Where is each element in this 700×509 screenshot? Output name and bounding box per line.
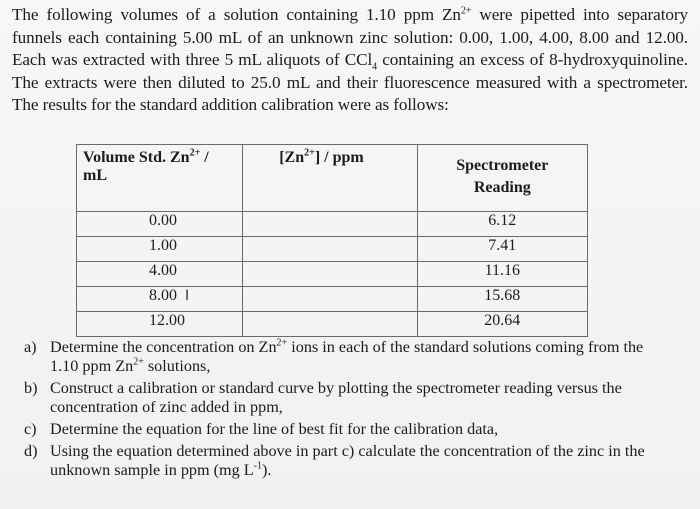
table-row <box>77 262 588 287</box>
question-item <box>24 379 674 417</box>
question-text: Determine the equation for the line of best fit for the calibration data, <box>50 420 499 438</box>
table-row <box>77 287 588 312</box>
reading-cell: 6.12 <box>417 212 587 237</box>
question-text: Construct a calibration or standard curve by plotting the spectrometer reading versus the concentration of zinc added in ppm, <box>50 379 622 416</box>
intro-superscript: 2+ <box>460 5 472 17</box>
header-volume: Volume Std. $Zn^{2+}$ / mL <box>77 145 243 212</box>
reading-cell: 7.41 <box>417 237 587 262</box>
question-list <box>24 338 674 483</box>
question-letter: a) <box>24 338 37 356</box>
intro-text-1: The following volumes of a solution containing 1.10 ppm Zn <box>12 5 461 24</box>
table-row <box>77 237 588 262</box>
concentration-cell <box>243 237 417 262</box>
volume-cell: 1.00 <box>77 237 243 262</box>
table-header-row <box>77 145 588 212</box>
volume-cell: 0.00 <box>77 212 243 237</box>
concentration-cell <box>243 287 417 312</box>
question-item <box>24 442 674 480</box>
intro-text-3: containing an excess of 8-hydroxyquinoline. The extracts were then diluted to 25.0 mL and their fluorescence measured with a spectrometer. The results for the standard addition calibration were as follows: <box>12 50 689 114</box>
reading-cell: 15.68 <box>417 287 587 312</box>
text-cursor-icon: I <box>185 288 190 304</box>
volume-cell: 12.00 <box>77 312 243 337</box>
question-letter: c) <box>24 420 37 438</box>
volume-cell: 8.00 I <box>77 287 243 312</box>
problem-statement <box>12 4 688 117</box>
intro-text-2: were pipetted into separatory funnels each containing 5.00 mL of an unknown zinc solution: 0.00, 1.00, 4.00, 8.00 and 12.00. Each was extracted with three 5 mL aliquots of CCl <box>12 5 689 69</box>
reading-cell: 11.16 <box>417 262 587 287</box>
question-letter: b) <box>24 379 38 397</box>
intro-subscript: 4 <box>372 61 378 73</box>
question-item <box>24 420 674 439</box>
volume-cell: 4.00 <box>77 262 243 287</box>
question-text: Determine the concentration on $Zn^{2+}$ ions in each of the standard solutions coming from the 1.10 ppm $Zn^{2+}$ solutions, <box>50 337 644 375</box>
calibration-table <box>76 144 588 337</box>
header-concentration: $[Zn^{2+}]$ / ppm <box>243 145 417 212</box>
table-row <box>77 212 588 237</box>
question-text: Using the equation determined above in part c) calculate the concentration of the zinc in the unknown sample in ppm (mg $L^{-1}$). <box>50 442 645 479</box>
concentration-cell <box>243 262 417 287</box>
reading-cell: 20.64 <box>417 312 587 337</box>
concentration-cell <box>243 312 417 337</box>
header-reading: Spectrometer Reading <box>417 145 587 212</box>
question-letter: d) <box>24 442 38 460</box>
question-item <box>24 338 674 376</box>
concentration-cell <box>243 212 417 237</box>
table-row <box>77 312 588 337</box>
